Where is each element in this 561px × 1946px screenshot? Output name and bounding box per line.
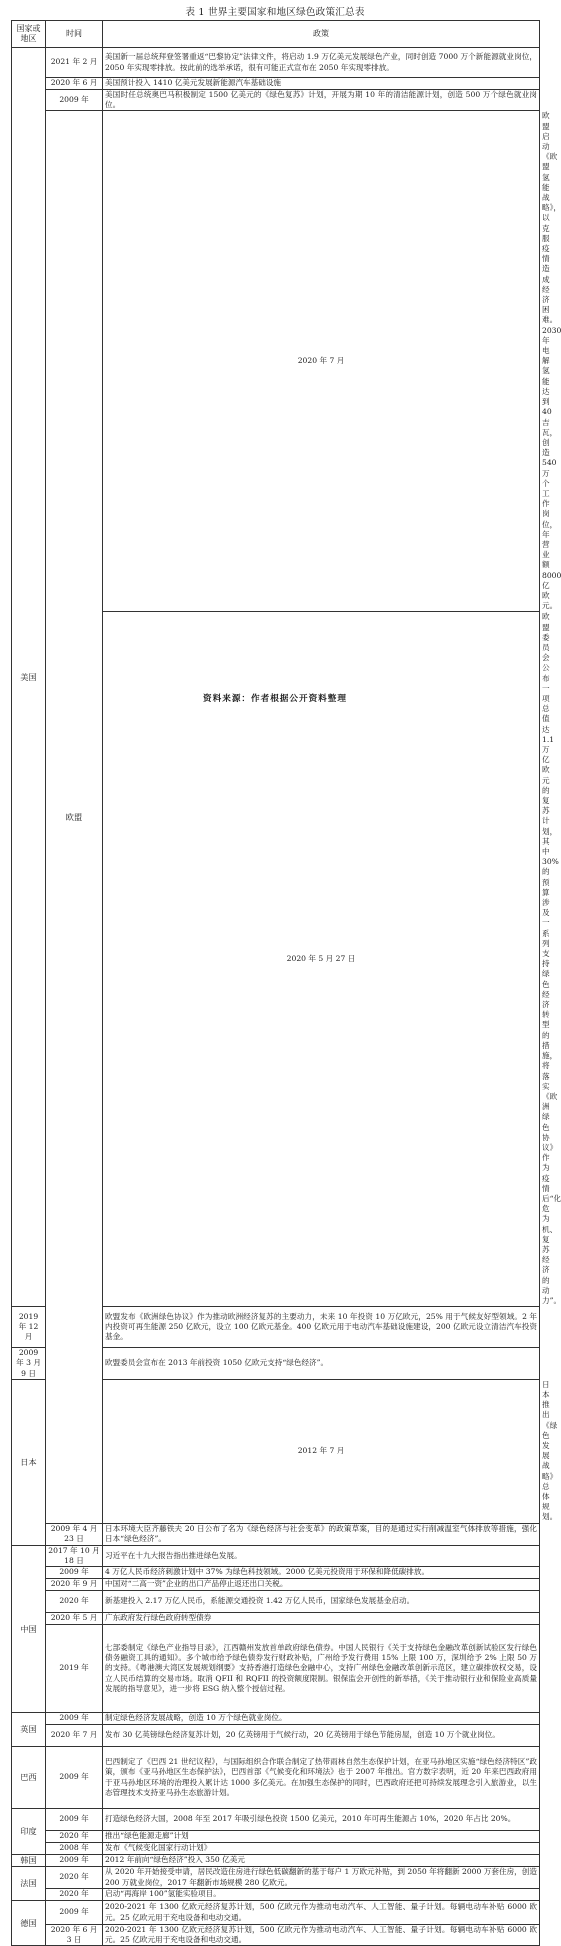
cell-country: 印度 [12,1809,46,1855]
cell-time: 2012 年 7 月 [103,1379,540,1523]
cell-time: 2020 年 [46,1889,103,1901]
table-row [12,1831,540,1843]
cell-country: 德国 [12,1901,46,1946]
cell-time: 2020 年 6 月 3 日 [46,1925,103,1946]
table-body [12,48,561,1946]
cell-time: 2020 年 [46,1831,103,1843]
cell-time: 2020 年 7 月 [103,111,540,612]
cell-time: 2009 年 [46,90,103,111]
cell-country: 法国 [12,1867,46,1901]
cell-country: 美国 [12,48,46,1307]
cell-time: 2020 年 6 月 [46,78,103,90]
source-note: 资料来源：作者根据公开资料整理 [203,694,347,704]
header-country: 国家或地区 [12,21,46,48]
cell-policy: 美国预计投入 1410 亿美元发展新能源汽车基础设施 [103,78,540,90]
cell-policy: 日本环境大臣齐藤铁夫 20 日公布了名为《绿色经济与社会变革》的政策草案，目的是通过实行削减温室气体排放等措施，强化日本“绿色经济”。 [103,1523,540,1545]
cell-country: 英国 [12,1713,46,1747]
table-row: 2020 年 5 月 27 日 欧盟委员会公布一项总值达 1.1 万亿欧元的复苏计划，其中 30% 的预算涉及一系列支持绿色经济转型的措施，将落实《欧洲绿色协议》作为疫情后“化危为机、复苏经济的动力”。 [12,612,540,1307]
cell-time: 2009 年 [46,1901,103,1925]
cell-policy: 广东政府发行绿色政府转型债券 [103,1613,540,1625]
table-row [12,1567,540,1579]
table-row [12,1889,540,1901]
cell-time: 2019 年 [46,1625,103,1713]
cell-time: 2009 年 [46,1855,103,1867]
table-row [12,1925,540,1946]
table-row [12,1591,540,1613]
cell-policy: 巴西制定了《巴西 21 世纪议程》，与国际组织合作联合制定了热带雨林自然生态保护计划，在亚马孙地区实施“绿色经济特区”政策，颁布《亚马孙地区生态保护法》，巴西首部《气候变化和环境法》也于 2007 年推出。官方数字表明，近 20 年来巴西政府用于亚马孙地区环境的治理投入累计达 1000 多亿美元。在加强生态保护的同时，巴西政府还把可持续发展理念引入旅游业，以生态管理技术支持亚马孙生态旅游计划。 [103,1747,540,1809]
cell-policy: 欧盟发布《欧洲绿色协议》作为推动欧洲经济复苏的主要动力，未来 10 年投资 10 万亿欧元，25% 用于气候友好型领域。2 年内投资可再生能源 250 亿欧元，设立 100 亿欧元基金。400 亿欧元用于电动汽车基础设施建设，200 亿欧元设立清洁汽车投资基金。 [103,1307,540,1348]
cell-time: 2009 年 [46,1747,103,1809]
cell-policy: 打造绿色经济大国，2008 年至 2017 年吸引绿色投资 1500 亿美元，2010 年可再生能源占 10%，2020 年占比 20%。 [103,1809,540,1831]
table-row [12,1613,540,1625]
table-row [12,1809,540,1831]
cell-policy: 2020-2021 年 1300 亿欧元经济复苏计划，500 亿欧元作为推动电动汽车、人工智能、量子计划。每辆电动车补贴 6000 欧元。25 亿欧元用于充电设备和电动交通。 [103,1925,540,1946]
cell-policy: 欧盟委员会宣布在 2013 年前投资 1050 亿欧元支持“绿色经济”。 [103,1348,540,1380]
table-row [12,1523,540,1545]
cell-policy: 七部委制定《绿色产业指导目录》，江西赣州发放首单政府绿色债券。中国人民银行《关于支持绿色金融改革创新试验区发行绿色债务融资工具的通知》。多个城市给予绿色债券发行财政补贴，广州给予发行费用 15% 上限 100 万，深圳给予 2% 上限 50 万的支持。《粤港澳大湾区发展规划纲要》支持香港打造绿色金融中心，支持广州绿色金融改革创新示范区，建立碳排放权交易，设立人民币结算的交易市场。取消 QFII 和 RQFII 的投资额度限制。银保监会开创性的新举措，《关于推动银行业和保险业高质量发展的指导意见》，进一步将 ESG 纳入整个授信过程。 [103,1625,540,1713]
cell-policy: 启动“再海岸 100”氢能实验项目。 [103,1889,540,1901]
cell-time: 2020 年 5 月 27 日 [103,612,540,1307]
cell-time: 2020 年 [46,1867,103,1889]
cell-time: 2020 年 7 月 [46,1725,103,1747]
table-row [12,78,540,90]
cell-policy: 2020-2021 年 1300 亿欧元经济复苏计划，500 亿欧元作为推动电动汽车、人工智能、量子计划。每辆电动车补贴 6000 欧元。25 亿欧元用于充电设备和电动交通。 [103,1901,540,1925]
policy-table [11,20,561,1946]
table-title: 表 1 世界主要国家和地区绿色政策汇总表 [185,7,365,18]
cell-time: 2009 年 [46,1567,103,1579]
cell-time: 2009 年 3 月 9 日 [12,1348,46,1380]
cell-policy: 发布 30 亿英镑绿色经济复苏计划，20 亿英镑用于气候行动，20 亿英镑用于绿色节能房屋，创造 10 万个就业岗位。 [103,1725,540,1747]
cell-time: 2009 年 [46,1713,103,1725]
table-row [12,1843,540,1855]
table-row [12,1713,540,1725]
cell-policy: 中国对“二高一资”企业的出口产品停止返还出口关税。 [103,1579,540,1591]
cell-policy: 2012 年前向“绿色经济”投入 350 亿美元 [103,1855,540,1867]
cell-country: 中国 [12,1545,46,1712]
cell-time: 2019 年 12 月 [12,1307,46,1348]
cell-policy: 制定绿色经济发展战略，创造 10 万个绿色就业岗位。 [103,1713,540,1725]
cell-time: 2020 年 9 月 [46,1579,103,1591]
table-row [12,1579,540,1591]
cell-policy: 美国新一届总统拜登签署重返“巴黎协定”法律文件，将启动 1.9 万亿美元发展绿色产业，同时创造 7000 万个新能源就业岗位，2050 年实现零排放。按此前的选举承诺，很有可能正式宣布在 2050 年实现零排放。 [103,48,540,78]
cell-policy: 习近平在十九大报告指出推进绿色发展。 [103,1545,540,1566]
header-time: 时间 [46,21,103,48]
cell-time: 2021 年 2 月 [46,48,103,78]
table-row [12,1901,540,1925]
cell-country: 韩国 [12,1855,46,1867]
cell-time: 2020 年 5 月 [46,1613,103,1625]
table-row [12,1625,540,1713]
cell-time: 2009 年 4 月 23 日 [46,1523,103,1545]
table-row [12,1747,540,1809]
cell-policy: 从 2020 年开始接受申请，居民改造住房进行绿色低碳翻新的基于每户 1 万欧元补贴，到 2050 年将翻新 2000 万套住房，创造 200 万就业岗位，2017 年翻新市场规模 280 亿欧元。 [103,1867,540,1889]
cell-policy: 4 万亿人民币经济刺激计划中 37% 为绿色科技领域。2000 亿美元投资用于环保和降低碳排放。 [103,1567,540,1579]
table-row [12,1855,540,1867]
table-header-row [12,21,540,48]
cell-policy: 新基建投入 2.17 万亿人民币，系能源交通投资 1.42 万亿人民币，国家绿色发展基金启动。 [103,1591,540,1613]
table-row [12,1867,540,1889]
table-row [12,48,540,78]
cell-country: 欧盟 [46,111,103,1523]
cell-time: 2020 年 [46,1591,103,1613]
cell-country: 日本 [12,1379,46,1545]
cell-time: 2017 年 10 月 18 日 [46,1545,103,1566]
cell-time: 2009 年 [46,1809,103,1831]
table-row [12,1545,540,1566]
cell-policy: 发布《气候变化国家行动计划》 [103,1843,540,1855]
table-row [12,1725,540,1747]
header-policy: 政策 [103,21,540,48]
table-row: 欧盟 2020 年 7 月 欧盟启动《欧盟氢能战略》，以克服疫情造成经济困难。2030 年电解氢能达到 40 吉瓦，创造 540 万个工作岗位，年营业额 8000 亿欧元。 [12,111,540,612]
table-row: 日本 2012 年 7 月 日本推出《绿色发展战略》总体规划。 [12,1379,540,1523]
cell-country: 巴西 [12,1747,46,1809]
cell-time: 2008 年 [46,1843,103,1855]
table-row [12,90,540,111]
cell-policy: 推出“绿色能源走廊”计划 [103,1831,540,1843]
cell-policy: 美国时任总统奥巴马积极制定 1500 亿美元的《绿色复苏》计划，开展为期 10 年的清洁能源计划，创造 500 万个绿色就业岗位。 [103,90,540,111]
